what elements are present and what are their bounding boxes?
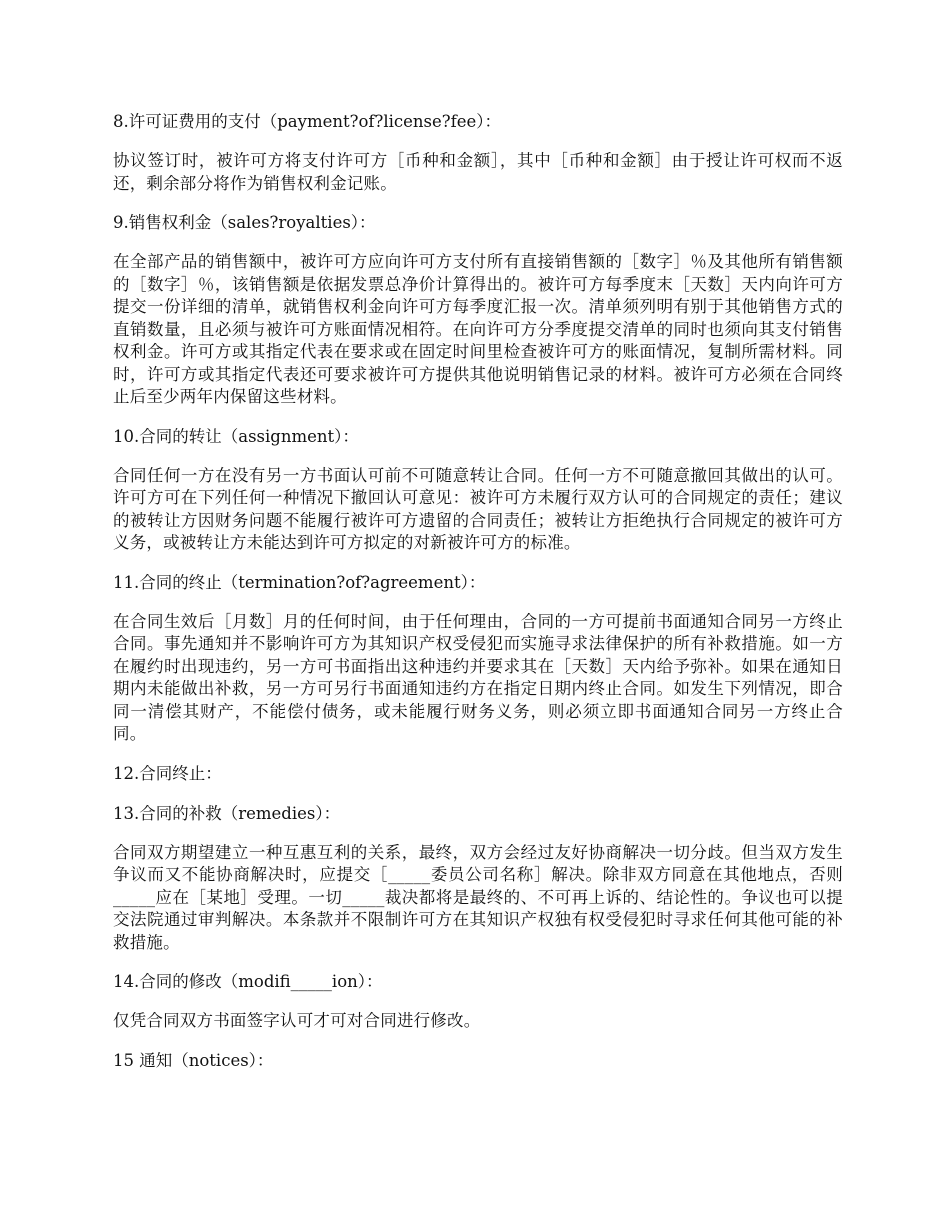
section-heading: 14.合同的修改（modifi_____ion）： — [113, 972, 383, 991]
section-body: 合同任何一方在没有另一方书面认可前不可随意转让合同。任何一方不可随意撤回其做出的认可。许可方可在下列任何一种情况下撤回认可意见：被许可方未履行双方认可的合同规定的责任；建议的被转让方因财务问题不能履行被许可方遗留的合同责任；被转让方拒绝执行合同规定的被许可方义务，或被转让方未能达到许可方拟定的对新被许可方的标准。 — [113, 465, 843, 552]
section-heading: 11.合同的终止（termination?of?agreement）： — [113, 572, 486, 592]
section-sales-royalties — [113, 211, 843, 409]
section-body: 仅凭合同双方书面签字认可才可对合同进行修改。 — [113, 1011, 481, 1030]
section-remedies — [113, 802, 843, 955]
section-heading: 10.合同的转让（assignment）： — [113, 426, 359, 446]
section-body: 合同双方期望建立一种互惠互利的关系，最终，双方会经过友好协商解决一切分歧。但当双方发生争议而又不能协商解决时，应提交［_____委员公司名称］解决。除非双方同意在其他地点，否则_____应在［某地］受理。一切_____裁决都将是最终的、不可再上诉的、结论性的。争议也可以提交法院通过审判解决。本条款并不限制许可方在其知识产权独有权受侵犯时寻求任何其他可能的补救措施。 — [113, 842, 843, 952]
section-notices — [113, 1049, 843, 1073]
section-contract-end — [113, 762, 843, 786]
section-body: 在全部产品的销售额中，被许可方应向许可方支付所有直接销售额的［数字］％及其他所有销售额的［数字］％，该销售额是依据发票总净价计算得出的。被许可方每季度末［天数］天内向许可方提交一份详细的清单，就销售权利金向许可方每季度汇报一次。清单须列明有别于其他销售方式的直销数量，且必须与被许可方账面情况相符。在向许可方分季度提交清单的同时也须向其支付销售权利金。许可方或其指定代表在要求或在固定时间里检查被许可方的账面情况，复制所需材料。同时，许可方或其指定代表还可要求被许可方提供其他说明销售记录的材料。被许可方必须在合同终止后至少两年内保留这些材料。 — [113, 252, 843, 406]
document-page — [113, 110, 843, 1089]
section-payment-of-license-fee — [113, 110, 843, 195]
section-heading: 13.合同的补救（remedies）： — [113, 803, 341, 823]
section-assignment — [113, 425, 843, 555]
section-heading: 8.许可证费用的支付（payment?of?license?fee）： — [113, 112, 502, 131]
section-body: 在合同生效后［月数］月的任何时间，由于任何理由，合同的一方可提前书面通知合同另一方终止合同。事先通知并不影响许可方为其知识产权受侵犯而实施寻求法律保护的所有补救措施。如一方在履约时出现违约，另一方可书面指出这种违约并要求其在［天数］天内给予弥补。如果在通知日期内未能做出补救，另一方可另行书面通知违约方在指定日期内终止合同。如发生下列情况，即合同一清偿其财产，不能偿付债务，或未能履行财务义务，则必须立即书面通知合同另一方终止合同。 — [113, 611, 843, 743]
section-modification — [113, 970, 843, 1033]
section-termination — [113, 571, 843, 746]
section-body: 协议签订时，被许可方将支付许可方［币种和金额］，其中［币种和金额］由于授让许可权而不返还，剩余部分将作为销售权利金记账。 — [113, 151, 843, 193]
section-heading: 15 通知（notices）： — [113, 1050, 274, 1070]
section-heading: 9.销售权利金（sales?royalties）： — [113, 213, 376, 232]
section-heading: 12.合同终止： — [113, 763, 222, 783]
